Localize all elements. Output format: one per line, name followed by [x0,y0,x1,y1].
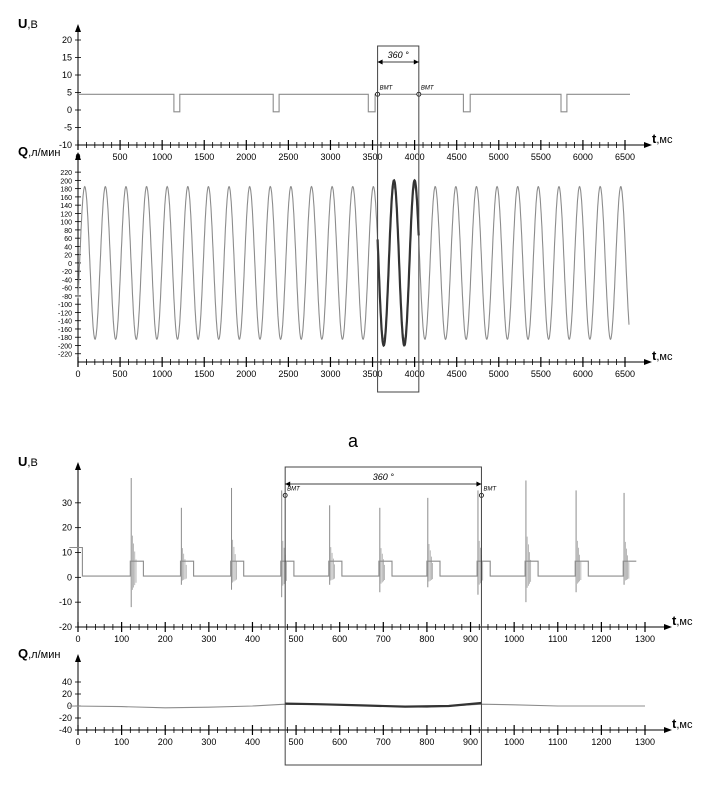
x-tick-label: 3000 [320,152,341,162]
x-tick-label: 1500 [194,152,215,162]
y-tick-label: 15 [61,52,72,63]
y-tick-label: 220 [60,170,72,178]
x-tick-label: 500 [288,634,304,644]
x-tick-label: 400 [244,737,260,747]
y-tick-label: -5 [63,122,72,133]
y-tick-label: 10 [61,70,72,80]
y-tick-label: 180 [60,186,72,194]
x-tick-label: 3000 [320,369,341,379]
x-tick-label: 300 [201,737,217,747]
x-tick-label: 2500 [278,152,299,162]
x-tick-label: 1200 [591,634,612,644]
x-tick-label: 800 [419,634,435,644]
y-tick-label: 60 [64,236,72,244]
series-line [78,94,630,112]
x-axis-unit: ,мс [656,351,673,363]
x-tick-label: 4000 [404,369,425,379]
y-axis-label [18,144,60,159]
x-tick-label: 200 [157,737,173,747]
y-tick-label: 20 [61,35,72,45]
bdc-label: ВМТ [420,85,434,92]
x-tick-label: 1100 [548,634,568,644]
x-axis-var: t [672,716,677,731]
y-tick-label: -60 [61,285,72,293]
series-line [78,187,629,340]
x-tick-label: 1300 [634,737,656,747]
y-tick-label: -20 [58,713,72,723]
y-tick-label: -140 [57,318,72,326]
y-tick-label: 20 [61,522,72,533]
y-axis-label [18,16,38,31]
x-tick-label: 1100 [548,737,568,747]
x-tick-label: 0 [75,737,81,747]
y-tick-label: 10 [61,547,72,558]
bdc-label: ВМТ [379,85,393,92]
x-tick-label: 6000 [572,369,593,379]
x-axis-arrow [664,624,672,630]
y-axis-var: Q [18,144,29,159]
y-tick-label: 140 [60,203,72,211]
x-tick-label: 100 [114,634,130,644]
x-tick-label: 5000 [488,369,509,379]
x-axis-arrow [664,727,672,733]
y-tick-label: 0 [68,260,72,268]
y-axis-label [18,454,38,469]
series-line-highlight [285,703,481,707]
x-tick-label: 400 [244,634,260,644]
y-tick-label: 160 [60,194,72,202]
x-tick-label: 600 [332,634,348,644]
x-tick-label: 2000 [236,369,257,379]
chart-b-top [18,454,693,644]
y-tick-label: 200 [60,178,72,186]
interval-arrow-head-left [378,60,383,65]
y-tick-label: -20 [61,269,72,277]
chart-b-bottom [18,646,693,747]
bdc-label: ВМТ [483,486,497,493]
y-axis-var: U [18,16,28,31]
x-tick-label: 500 [112,152,128,162]
y-tick-label: 0 [66,701,72,711]
x-axis-label [652,348,673,363]
y-axis-unit: ,л/мин [28,147,61,159]
x-tick-label: 1000 [152,152,173,162]
y-axis-var: Q [18,646,29,661]
chart-a-top [18,16,673,162]
interval-arrow-head-right [476,482,481,487]
x-axis-unit: ,мс [676,616,693,628]
x-tick-label: 0 [75,369,81,379]
y-tick-label: -20 [58,622,72,632]
x-tick-label: 0 [75,634,81,644]
y-axis-unit: ,л/мин [28,649,61,661]
x-tick-label: 700 [375,737,391,747]
y-axis-unit: ,В [27,457,38,469]
x-tick-label: 800 [419,737,435,747]
x-axis-arrow [644,142,652,148]
y-axis-arrow [75,654,81,662]
y-axis-var: U [18,454,28,469]
x-tick-label: 900 [463,634,479,644]
y-tick-label: 40 [64,244,72,252]
y-tick-label: 30 [61,497,72,508]
x-tick-label: 3500 [362,369,383,379]
x-tick-label: 100 [114,737,130,747]
x-tick-label: 6000 [572,152,593,162]
x-axis-label [672,716,693,731]
y-tick-label: 120 [60,211,72,219]
y-tick-label: 80 [64,227,72,235]
x-tick-label: 700 [375,634,391,644]
x-tick-label: 4500 [446,369,467,379]
x-tick-label: 2000 [236,152,257,162]
x-tick-label: 6500 [614,152,636,162]
y-tick-label: 0 [66,572,72,583]
x-axis-unit: ,мс [656,134,673,146]
x-axis-arrow [644,359,652,365]
panel-a-label: а [347,431,359,451]
y-tick-label: 20 [64,252,72,260]
x-axis-var: t [652,131,657,146]
x-tick-label: 1500 [194,369,215,379]
y-tick-label: -200 [57,343,72,351]
x-tick-label: 5500 [530,369,551,379]
y-tick-label: 5 [66,87,72,98]
series-line [69,548,636,577]
y-tick-label: 20 [61,689,72,699]
y-tick-label: -100 [57,302,72,310]
series-line-highlight [378,180,419,345]
x-tick-label: 5500 [530,152,551,162]
plots-layer [18,16,693,765]
x-tick-label: 6500 [614,369,636,379]
y-tick-label: -80 [61,293,72,301]
x-axis-var: t [672,613,677,628]
y-tick-label: -180 [57,335,72,343]
x-tick-label: 4000 [404,152,425,162]
y-tick-label: -220 [57,351,72,359]
x-axis-var: t [652,348,657,363]
x-tick-label: 900 [463,737,479,747]
chart-a-bottom [18,144,673,379]
y-tick-label: -40 [61,277,72,285]
y-axis-unit: ,В [27,19,38,31]
x-tick-label: 300 [201,634,217,644]
y-tick-label: 0 [66,105,72,115]
interval-label: 360 ° [372,472,394,482]
x-tick-label: 500 [288,737,304,747]
y-axis-arrow [75,24,81,32]
x-tick-label: 2500 [278,369,299,379]
x-axis-unit: ,мс [676,719,693,731]
x-tick-label: 1000 [504,737,525,747]
y-tick-label: -120 [57,310,72,318]
interval-arrow-head-right [414,60,419,65]
y-tick-label: 100 [60,219,72,227]
interval-label: 360 ° [387,50,409,60]
y-axis-label [18,646,60,661]
x-tick-label: 500 [112,369,128,379]
x-tick-label: 600 [332,737,348,747]
x-tick-label: 1000 [504,634,525,644]
y-axis-arrow [75,462,81,470]
x-axis-label [672,613,693,628]
x-tick-label: 4500 [446,152,467,162]
x-tick-label: 1000 [152,369,173,379]
y-tick-label: -40 [58,725,72,735]
x-tick-label: 5000 [488,152,509,162]
x-tick-label: 200 [157,634,173,644]
y-tick-label: 40 [61,677,72,687]
x-tick-label: 1300 [634,634,656,644]
x-tick-label: 3500 [362,152,383,162]
y-tick-label: -10 [58,140,72,150]
y-tick-label: -10 [58,597,72,608]
x-tick-label: 1200 [591,737,612,747]
interval-box [285,467,481,765]
y-tick-label: -160 [57,326,72,334]
bdc-label: ВМТ [287,486,300,493]
x-axis-label [652,131,673,146]
